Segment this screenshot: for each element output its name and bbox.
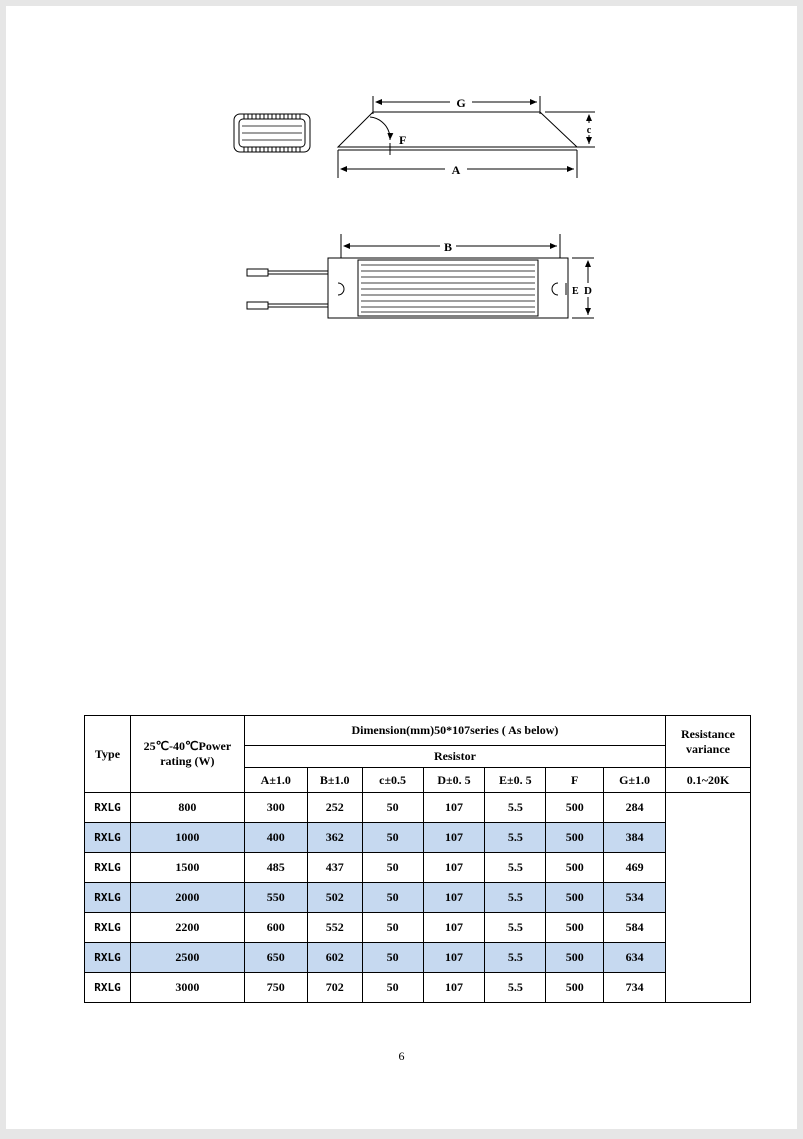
cell-dimension: 5.5 (485, 913, 546, 943)
cell-dimension: 284 (604, 793, 666, 823)
cell-dimension: 634 (604, 943, 666, 973)
page-number: 6 (398, 1049, 405, 1063)
cell-dimension: 107 (423, 883, 485, 913)
header-col-a: A±1.0 (244, 768, 307, 793)
header-col-d: D±0. 5 (423, 768, 485, 793)
header-type: Type (85, 716, 131, 793)
cell-type: RXLG (85, 853, 131, 883)
cell-dimension: 50 (362, 973, 423, 1003)
label-g: G (456, 96, 466, 110)
cell-dimension: 252 (307, 793, 362, 823)
cell-dimension: 502 (307, 883, 362, 913)
cell-dimension: 107 (423, 793, 485, 823)
cell-dimension: 107 (423, 823, 485, 853)
table-row (85, 823, 751, 853)
label-a: A (451, 163, 461, 177)
label-b: B (443, 240, 453, 254)
cell-dimension: 50 (362, 883, 423, 913)
cell-power: 3000 (130, 973, 244, 1003)
cell-dimension: 485 (244, 853, 307, 883)
cell-power: 1000 (130, 823, 244, 853)
cell-dimension: 5.5 (485, 943, 546, 973)
cell-dimension: 5.5 (485, 823, 546, 853)
cell-dimension: 500 (546, 973, 604, 1003)
cell-dimension: 107 (423, 973, 485, 1003)
cell-power: 2000 (130, 883, 244, 913)
cell-dimension: 584 (604, 913, 666, 943)
header-dimension: Dimension(mm)50*107series ( As below) (244, 716, 665, 746)
label-c: c (586, 125, 592, 136)
header-col-f: F (546, 768, 604, 793)
cell-dimension: 734 (604, 973, 666, 1003)
cell-dimension: 500 (546, 853, 604, 883)
cell-power: 1500 (130, 853, 244, 883)
header-col-c: c±0.5 (362, 768, 423, 793)
cell-dimension: 550 (244, 883, 307, 913)
table-row (85, 913, 751, 943)
top-view-body (247, 234, 594, 318)
cell-dimension: 50 (362, 913, 423, 943)
table-row (85, 973, 751, 1003)
cell-resistance-variance-body (666, 793, 751, 1003)
cell-dimension: 702 (307, 973, 362, 1003)
cell-dimension: 300 (244, 793, 307, 823)
cell-dimension: 469 (604, 853, 666, 883)
cell-dimension: 534 (604, 883, 666, 913)
cell-power: 2500 (130, 943, 244, 973)
cell-dimension: 500 (546, 913, 604, 943)
cell-dimension: 362 (307, 823, 362, 853)
specification-table (84, 715, 751, 1003)
cell-dimension: 500 (546, 793, 604, 823)
cell-dimension: 50 (362, 823, 423, 853)
cell-dimension: 50 (362, 943, 423, 973)
cell-dimension: 552 (307, 913, 362, 943)
header-resistor: Resistor (244, 746, 665, 768)
cell-dimension: 107 (423, 943, 485, 973)
cell-dimension: 5.5 (485, 973, 546, 1003)
cell-dimension: 750 (244, 973, 307, 1003)
resistor-dimension-drawing (0, 0, 803, 340)
label-f: F (399, 133, 407, 147)
cell-dimension: 5.5 (485, 883, 546, 913)
cell-dimension: 600 (244, 913, 307, 943)
cell-dimension: 650 (244, 943, 307, 973)
header-col-g: G±1.0 (604, 768, 666, 793)
cell-power: 2200 (130, 913, 244, 943)
cell-power: 800 (130, 793, 244, 823)
label-e: E (572, 286, 579, 297)
table-row (85, 943, 751, 973)
table-row (85, 853, 751, 883)
cell-dimension: 500 (546, 823, 604, 853)
cell-dimension: 437 (307, 853, 362, 883)
cell-dimension: 107 (423, 853, 485, 883)
cell-type: RXLG (85, 943, 131, 973)
table-row (85, 793, 751, 823)
header-col-e: E±0. 5 (485, 768, 546, 793)
header-power-rating: 25℃-40℃Power rating (W) (130, 716, 244, 793)
cell-dimension: 400 (244, 823, 307, 853)
cell-type: RXLG (85, 973, 131, 1003)
header-resistance-variance: Resistance variance (666, 716, 751, 768)
end-view-profile (234, 114, 310, 152)
cell-dimension: 50 (362, 853, 423, 883)
cell-dimension: 5.5 (485, 793, 546, 823)
cell-dimension: 50 (362, 793, 423, 823)
table-row (85, 883, 751, 913)
cell-dimension: 5.5 (485, 853, 546, 883)
cell-type: RXLG (85, 883, 131, 913)
header-col-b: B±1.0 (307, 768, 362, 793)
cell-dimension: 384 (604, 823, 666, 853)
label-d: D (584, 285, 592, 297)
cell-type: RXLG (85, 823, 131, 853)
cell-dimension: 602 (307, 943, 362, 973)
cell-type: RXLG (85, 913, 131, 943)
cell-type: RXLG (85, 793, 131, 823)
cell-dimension: 107 (423, 913, 485, 943)
resistance-range: 0.1~20K (666, 768, 751, 793)
cell-dimension: 500 (546, 943, 604, 973)
cell-dimension: 500 (546, 883, 604, 913)
